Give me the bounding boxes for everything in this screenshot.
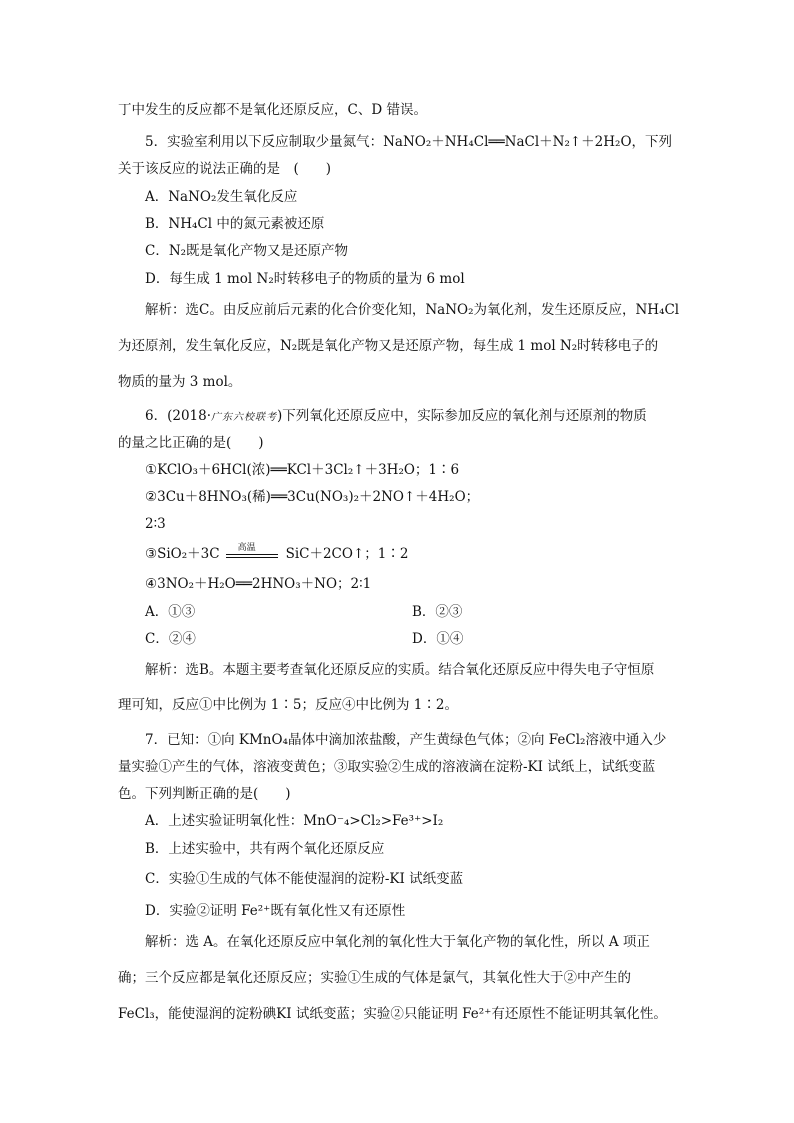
question-7-stem-cont: 量实验①产生的气体，溶液变黄色；③取实验②生成的溶液滴在淀粉-KI 试纸上，试纸变蓝 [118,759,656,775]
option-c: C．N₂既是氧化产物又是还原产物 [145,243,349,259]
explanation-5: 解析：选C。由反应前后元素的化合价变化知，NaNO₂为氧化剂，发生还原反应，NH₄Cl [145,302,680,318]
explanation-7: 解析：选 A。在氧化还原反应中氧化剂的氧化性大于氧化产物的氧化性，所以 A 项正 [145,934,650,950]
explanation-7-cont: FeCl₃，能使湿润的淀粉碘KI 试纸变蓝；实验②只能证明 Fe²⁺有还原性不能证明其氧化性。 [118,1006,667,1022]
question-5-stem-cont: 关于该反应的说法正确的是 ( ) [118,161,332,177]
reaction-1: ①KClO₃＋6HCl(浓)══KCl＋3Cl₂↑＋3H₂O；1∶6 [145,462,460,478]
option-b: B．上述实验中，共有两个氧化还原反应 [145,841,385,857]
option-a: A．上述实验证明氧化性：MnO⁻₄>Cl₂>Fe³⁺>I₂ [145,813,444,829]
question-7-stem: 7．已知：①向 KMnO₄晶体中滴加浓盐酸，产生黄绿色气体；②向 FeCl₂溶液中通入少 [145,732,667,748]
option-b: B．NH₄Cl 中的氮元素被还原 [145,216,325,232]
reaction-3 [145,545,408,563]
question-5-stem: 5．实验室利用以下反应制取少量氮气：NaNO₂＋NH₄Cl══NaCl＋N₂↑＋2H₂O，下列 [145,134,673,150]
reaction-4: ④3NO₂＋H₂O══2HNO₃＋NO；2∶1 [145,576,372,592]
option-c: C．实验①生成的气体不能使湿润的淀粉-KI 试纸变蓝 [145,871,464,887]
option-a: A．①③ [145,604,196,620]
option-c: C．②④ [145,631,196,647]
explanation-7-cont: 确；三个反应都是氧化还原反应；实验①生成的气体是氯气，其氧化性大于②中产生的 [118,970,631,986]
explanation-5-cont: 物质的量为 3 mol。 [118,374,242,390]
reaction-3-reactants: ③SiO₂＋3C [145,546,220,562]
source-tag: 广东六校联考 [211,412,278,423]
reaction-3-products: SiC＋2CO↑；1∶2 [285,546,409,562]
option-d: D．每生成 1 mol N₂时转移电子的物质的量为 6 mol [145,271,465,287]
question-6-stem [145,407,647,427]
option-d: D．①④ [412,631,464,647]
option-b: B．②③ [412,604,463,620]
reaction-condition-arrow [220,545,286,563]
explanation-6-cont: 理可知，反应①中比例为 1∶5；反应④中比例为 1∶2。 [118,697,458,713]
condition-label: 高温 [237,543,256,553]
question-6-stem-cont: 的量之比正确的是( ) [118,435,264,451]
reaction-2-ratio: 2∶3 [145,516,166,532]
explanation-6: 解析：选B。本题主要考查氧化还原反应的实质。结合氧化还原反应中得失电子守恒原 [145,662,655,678]
text-line: 丁中发生的反应都不是氧化还原反应，C、D 错误。 [118,102,427,118]
question-7-stem-cont: 色。下列判断正确的是( ) [118,786,291,802]
reaction-2: ②3Cu＋8HNO₃(稀)══3Cu(NO₃)₂＋2NO↑＋4H₂O； [145,489,480,505]
option-d: D．实验②证明 Fe²⁺既有氧化性又有还原性 [145,903,406,919]
question-number: 6．(2018· [145,408,212,424]
question-text: )下列氧化还原反应中，实际参加反应的氧化剂与还原剂的物质 [277,408,647,424]
explanation-5-cont: 为还原剂，发生氧化反应，N₂既是氧化产物又是还原产物，每生成 1 mol N₂时转移电子的 [118,338,659,354]
option-a: A．NaNO₂发生氧化反应 [145,189,298,205]
